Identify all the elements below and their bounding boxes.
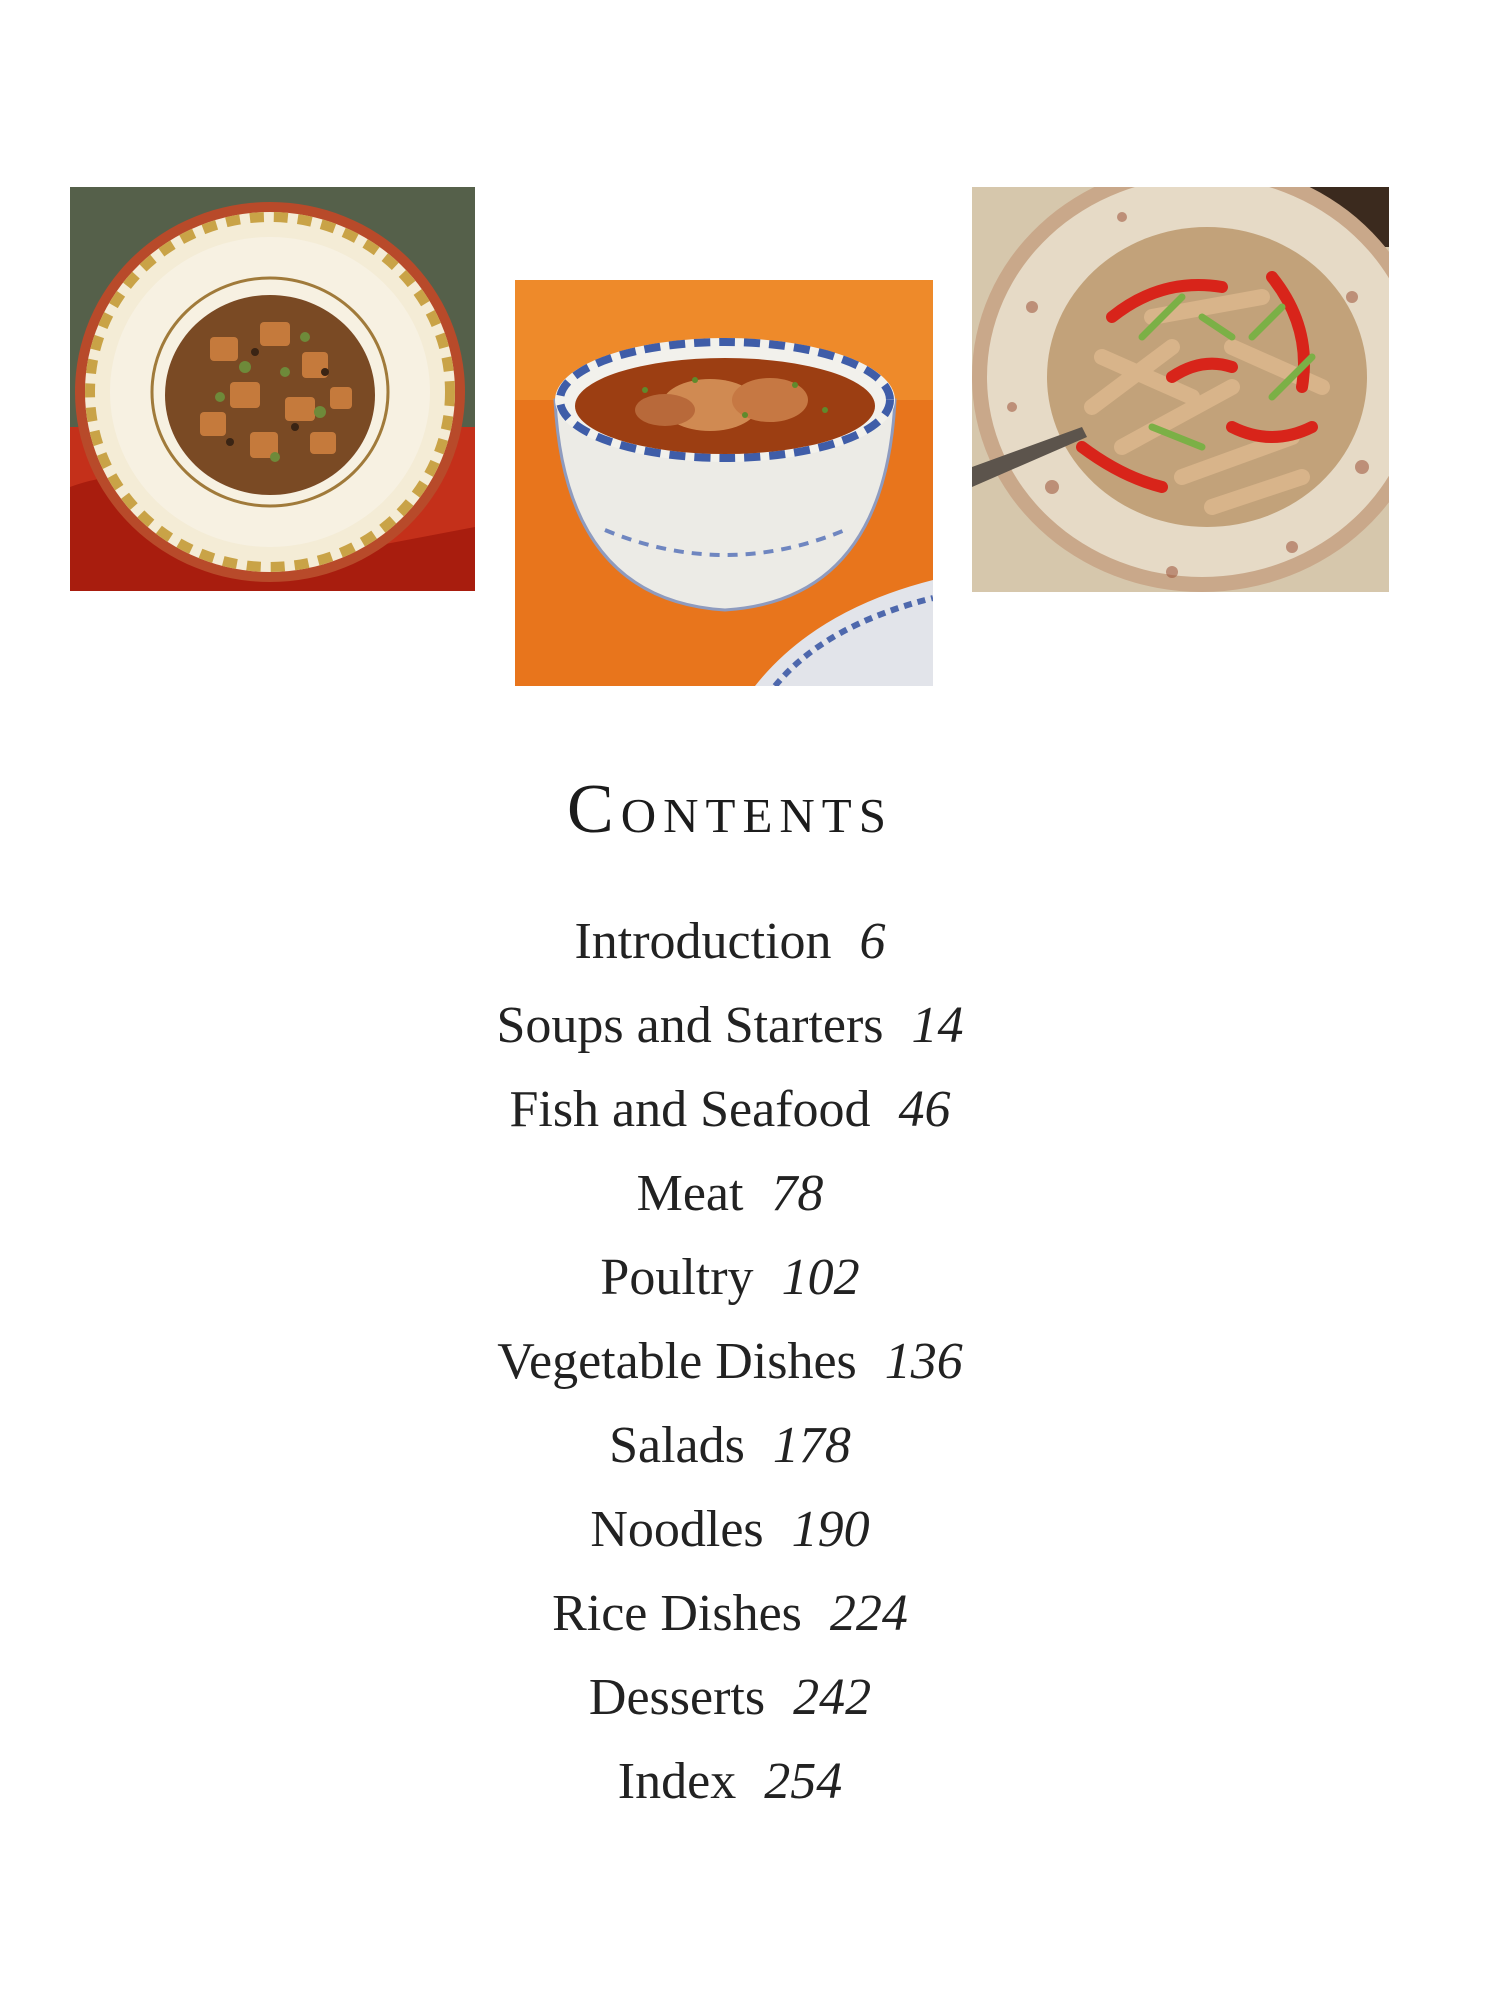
stir-fry-bowl-image <box>70 187 475 591</box>
toc-entry-title: Noodles <box>590 1501 764 1558</box>
toc-entry-page-number: 6 <box>859 913 886 970</box>
toc-entry-page-number: 136 <box>884 1333 963 1390</box>
toc-entry-title: Vegetable Dishes <box>497 1333 857 1390</box>
toc-entry-title: Salads <box>609 1417 745 1474</box>
toc-entry[interactable] <box>0 900 1460 984</box>
chicken-peppers-image <box>972 187 1389 592</box>
toc-entry-title: Rice Dishes <box>552 1585 802 1642</box>
toc-entry[interactable] <box>0 1488 1460 1572</box>
wonton-soup-image <box>515 280 933 686</box>
toc-entry[interactable] <box>0 1656 1460 1740</box>
toc-entry-page-number: 102 <box>781 1249 860 1306</box>
toc-entry[interactable] <box>0 1740 1460 1824</box>
wonton-soup-photo <box>515 280 933 686</box>
toc-entry[interactable] <box>0 1068 1460 1152</box>
chicken-peppers-photo <box>972 187 1389 592</box>
toc-entry[interactable] <box>0 1152 1460 1236</box>
toc-entry-title: Fish and Seafood <box>509 1081 871 1138</box>
stir-fry-bowl-photo <box>70 187 475 591</box>
toc-entry-title: Meat <box>636 1165 744 1222</box>
toc-entry[interactable] <box>0 1572 1460 1656</box>
toc-entry-page-number: 46 <box>898 1081 951 1138</box>
toc-entry-title: Soups and Starters <box>496 997 884 1054</box>
toc-entry-title: Poultry <box>600 1249 754 1306</box>
toc-entry-title: Desserts <box>588 1669 766 1726</box>
toc-entry[interactable] <box>0 1404 1460 1488</box>
table-of-contents <box>0 900 1460 1824</box>
toc-entry-page-number: 190 <box>791 1501 870 1558</box>
contents-heading: Contents <box>567 771 893 848</box>
toc-entry-title: Introduction <box>574 913 832 970</box>
toc-entry[interactable] <box>0 984 1460 1068</box>
toc-entry-page-number: 242 <box>793 1669 872 1726</box>
toc-entry-page-number: 78 <box>771 1165 824 1222</box>
toc-entry-title: Index <box>617 1753 737 1810</box>
toc-entry-page-number: 14 <box>911 997 964 1054</box>
toc-entry-page-number: 224 <box>829 1585 908 1642</box>
toc-entry-page-number: 254 <box>764 1753 843 1810</box>
toc-entry[interactable] <box>0 1320 1460 1404</box>
toc-entry-page-number: 178 <box>772 1417 851 1474</box>
toc-entry[interactable] <box>0 1236 1460 1320</box>
